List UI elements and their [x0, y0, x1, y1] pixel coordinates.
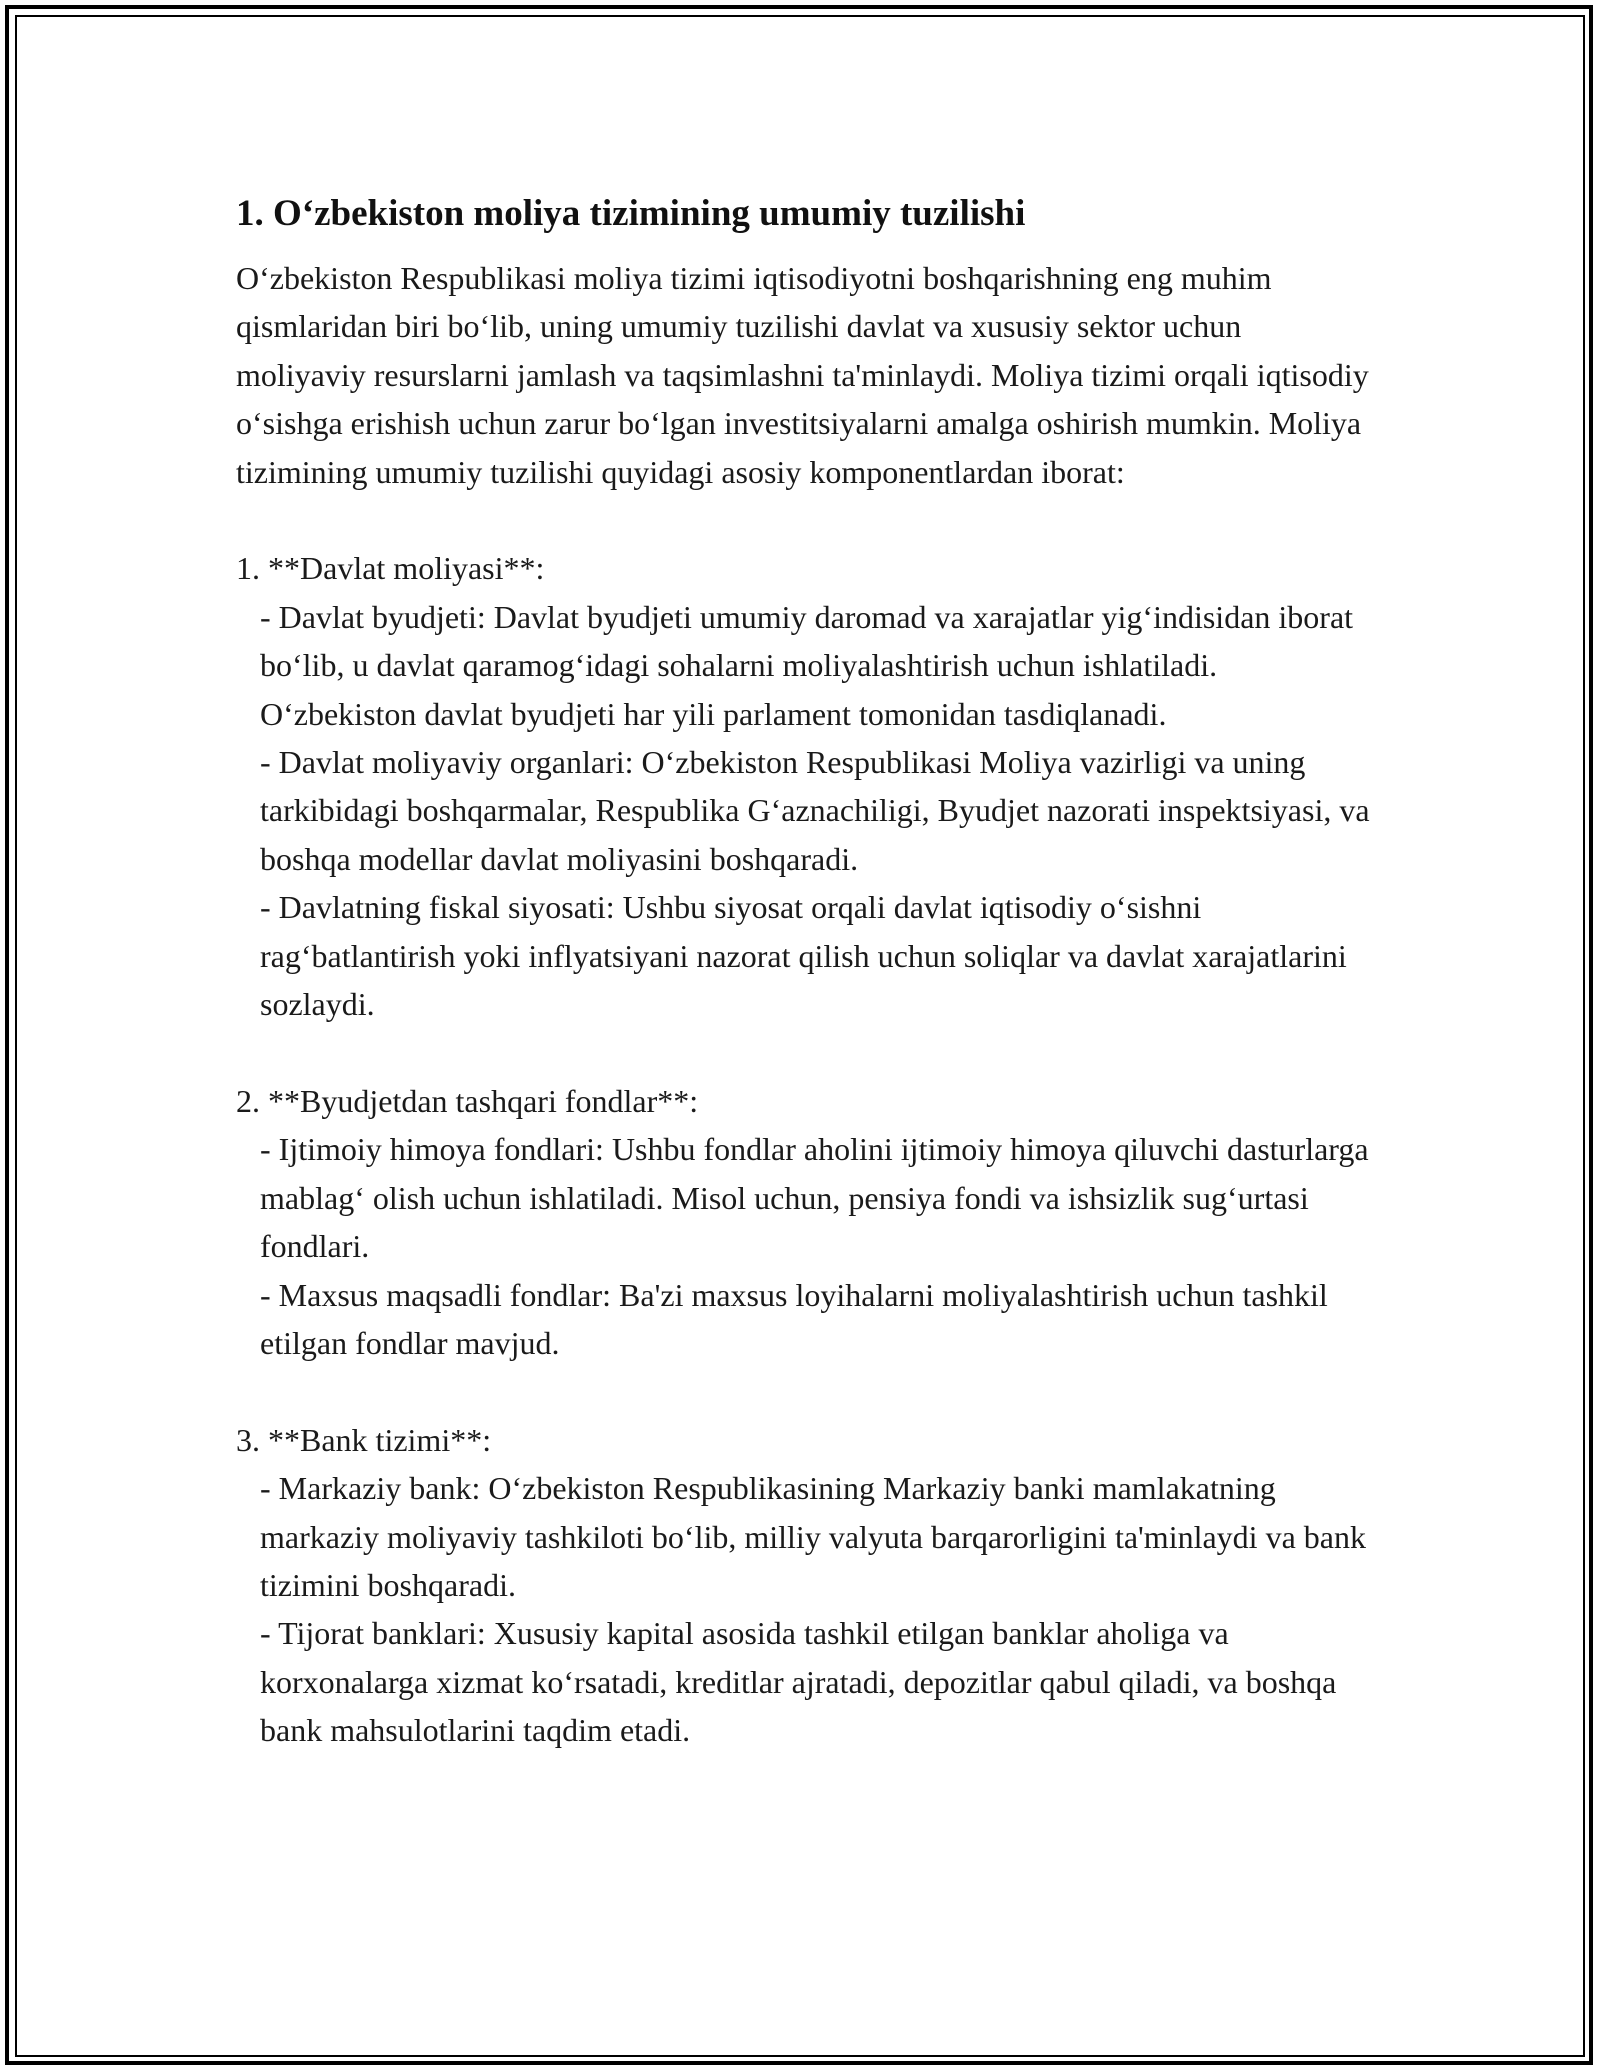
document-body [236, 254, 1376, 1755]
section-bank-tizimi [236, 1416, 1376, 1755]
section-title: 1. **Davlat moliyasi**: [236, 550, 545, 587]
section-title: 3. **Bank tizimi**: [236, 1421, 492, 1458]
list-item: - Ijtimoiy himoya fondlari: Ushbu fondlar aholini ijtimoiy himoya qiluvchi dasturlarga mablag‘ olish uchun ishlatiladi. Misol uchun, pensiya fondi va ishsizlik sug‘urtasi fondlari. [260, 1131, 1369, 1265]
list-item: - Markaziy bank: O‘zbekiston Respublikasining Markaziy banki mamlakatning markaziy moliyaviy tashkiloti bo‘lib, milliy valyuta barqarorligini ta'minlaydi va bank tizimini boshqaradi. [260, 1470, 1366, 1603]
section-title: 2. **Byudjetdan tashqari fondlar**: [236, 1082, 699, 1119]
section-byudjetdan-tashqari-fondlar [236, 1077, 1376, 1367]
section-heading: 1. O‘zbekiston moliya tizimining umumiy tuzilishi [236, 193, 1026, 234]
list-item: - Davlatning fiskal siyosati: Ushbu siyosat orqali davlat iqtisodiy o‘sishni rag‘batlantirish yoki inflyatsiyani nazorat qilish uchun soliqlar va davlat xarajatlarini sozlaydi. [260, 889, 1347, 1023]
document-content [236, 188, 1376, 1755]
section-davlat-moliyasi [236, 544, 1376, 1028]
list-item: - Davlat moliyaviy organlari: O‘zbekiston Respublikasi Moliya vazirligi va uning tarkibidagi boshqarmalar, Respublika G‘aznachiligi, Byudjet nazorati inspektsiyasi, va boshqa modellar davlat moliyasini boshqaradi. [260, 744, 1370, 877]
list-item: - Maxsus maqsadli fondlar: Ba'zi maxsus loyihalarni moliyalashtirish uchun tashkil etilgan fondlar mavjud. [260, 1276, 1328, 1361]
list-item: - Tijorat banklari: Xususiy kapital asosida tashkil etilgan banklar aholiga va korxonalarga xizmat ko‘rsatadi, kreditlar ajratadi, depozitlar qabul qiladi, va boshqa bank mahsulotlarini taqdim etadi. [260, 1615, 1337, 1749]
list-item: - Davlat byudjeti: Davlat byudjeti umumiy daromad va xarajatlar yig‘indisidan iborat bo‘lib, u davlat qaramog‘idagi sohalarni moliyalashtirish uchun ishlatiladi. O‘zbekiston davlat byudjeti har yili parlament tomonidan tasdiqlanadi. [260, 598, 1354, 732]
intro-paragraph: O‘zbekiston Respublikasi moliya tizimi iqtisodiyotni boshqarishning eng muhim qismlaridan biri bo‘lib, uning umumiy tuzilishi davlat va xususiy sektor uchun moliyaviy resurslarni jamlash va taqsimlashni ta'minlaydi. Moliya tizimi orqali iqtisodiy o‘sishga erishish uchun zarur bo‘lgan investitsiyalarni amalga oshirish mumkin. Moliya tizimining umumiy tuzilishi quyidagi asosiy komponentlardan iborat: [236, 260, 1369, 490]
